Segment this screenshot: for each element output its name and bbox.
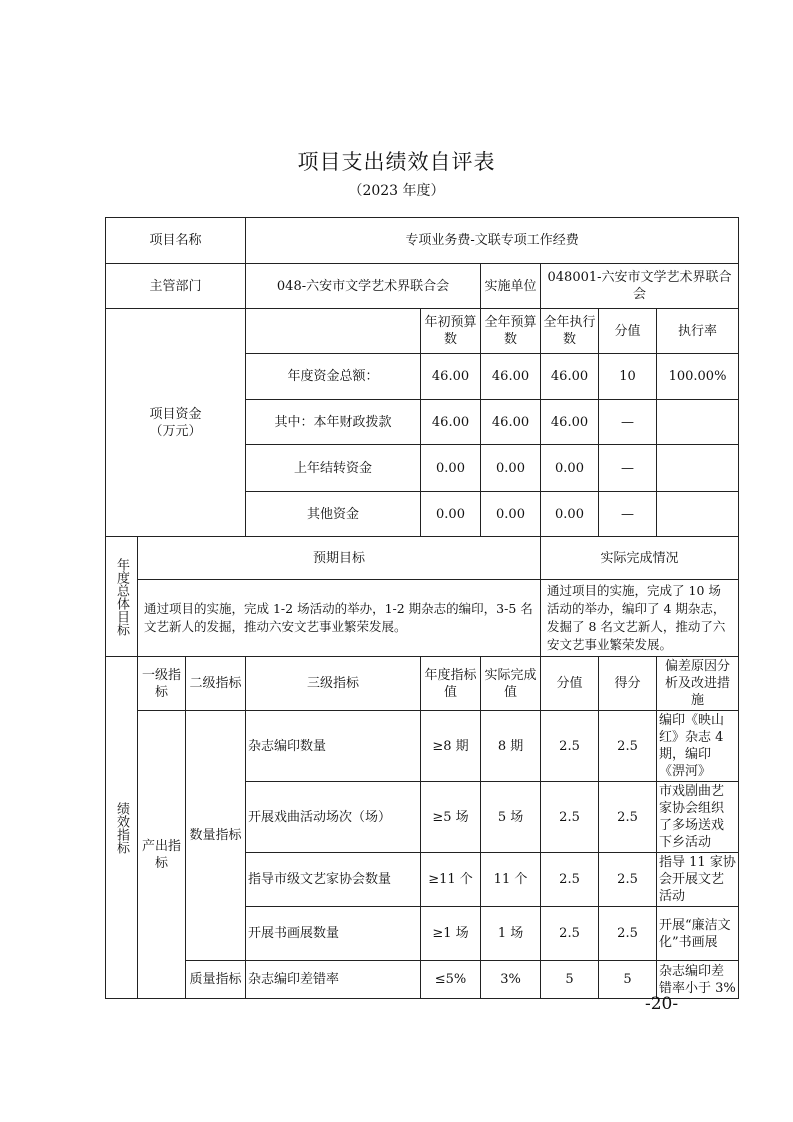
indicator-got: 5 (599, 961, 657, 999)
level2-quality: 质量指标 (186, 961, 246, 999)
funds-cell: 0.00 (541, 492, 599, 537)
indicator-note: 市戏剧曲艺家协会组织了多场送戏下乡活动 (657, 782, 739, 853)
header-score: 分值 (541, 657, 599, 711)
indicator-score: 2.5 (541, 711, 599, 782)
indicator-target: ≥8 期 (421, 711, 481, 782)
indicator-target: ≥1 场 (421, 907, 481, 961)
indicator-score: 2.5 (541, 782, 599, 853)
funds-header-executed: 全年执行数 (541, 309, 599, 354)
page-number: -20- (645, 994, 679, 1014)
funds-cell: 0.00 (481, 445, 541, 492)
indicator-score: 2.5 (541, 853, 599, 907)
indicator-actual: 5 场 (481, 782, 541, 853)
funds-header-annual: 全年预算数 (481, 309, 541, 354)
indicator-target: ≤5% (421, 961, 481, 999)
performance-indicators-label: 绩效指标 (106, 657, 138, 999)
funds-cell (657, 400, 739, 445)
funds-row-name: 年度资金总额： (246, 354, 421, 400)
indicator-actual: 1 场 (481, 907, 541, 961)
actual-result-label: 实际完成情况 (541, 537, 739, 580)
indicator-note: 杂志编印差错率小于 3% (657, 961, 739, 999)
funds-cell: — (599, 492, 657, 537)
funds-cell (657, 492, 739, 537)
funds-cell: 46.00 (421, 354, 481, 400)
indicator-actual: 8 期 (481, 711, 541, 782)
indicator-name: 杂志编印差错率 (246, 961, 421, 999)
funds-cell: 0.00 (421, 445, 481, 492)
indicator-name: 开展书画展数量 (246, 907, 421, 961)
indicator-score: 2.5 (541, 907, 599, 961)
funds-cell: 0.00 (421, 492, 481, 537)
funds-cell: 46.00 (541, 400, 599, 445)
implementing-unit-label: 实施单位 (481, 264, 541, 309)
funds-cell: 100.00% (657, 354, 739, 400)
funds-cell: 46.00 (421, 400, 481, 445)
funds-cell: 46.00 (481, 400, 541, 445)
project-name-label: 项目名称 (106, 218, 246, 264)
funds-cell: — (599, 445, 657, 492)
page-title: 项目支出绩效自评表 (297, 150, 496, 174)
funds-header-rate: 执行率 (657, 309, 739, 354)
expected-goal-text: 通过项目的实施，完成 1-2 场活动的举办，1-2 期杂志的编印，3-5 名文艺新人的发掘，推动六安文艺事业繁荣发展。 (138, 580, 541, 657)
expected-goal-label: 预期目标 (138, 537, 541, 580)
indicator-got: 2.5 (599, 853, 657, 907)
indicator-note: 编印《映山红》杂志 4 期，编印《淠河》 (657, 711, 739, 782)
funds-cell: 10 (599, 354, 657, 400)
indicator-target: ≥5 场 (421, 782, 481, 853)
header-got: 得分 (599, 657, 657, 711)
department-label: 主管部门 (106, 264, 246, 309)
project-name-value: 专项业务费-文联专项工作经费 (246, 218, 739, 264)
funds-cell (657, 445, 739, 492)
funds-header-initial: 年初预算数 (421, 309, 481, 354)
actual-result-text: 通过项目的实施，完成了 10 场活动的举办，编印了 4 期杂志，发掘了 8 名文艺新人，推动了六安文艺事业繁荣发展。 (541, 580, 739, 657)
indicator-name: 杂志编印数量 (246, 711, 421, 782)
annual-goal-label: 年度总体目标 (106, 537, 138, 657)
level1-output: 产出指标 (138, 711, 186, 999)
indicator-target: ≥11 个 (421, 853, 481, 907)
indicator-name: 开展戏曲活动场次（场） (246, 782, 421, 853)
self-evaluation-table (105, 217, 739, 999)
funds-cell: 46.00 (541, 354, 599, 400)
level2-quantity: 数量指标 (186, 711, 246, 961)
funds-label (106, 309, 246, 537)
indicator-note: 指导 11 家协会开展文艺活动 (657, 853, 739, 907)
indicator-name: 指导市级文艺家协会数量 (246, 853, 421, 907)
indicator-actual: 11 个 (481, 853, 541, 907)
funds-cell: 0.00 (481, 492, 541, 537)
funds-cell: 0.00 (541, 445, 599, 492)
header-level2: 二级指标 (186, 657, 246, 711)
funds-label-text: 项目资金 (149, 406, 202, 422)
funds-header-score-value: 分值 (599, 309, 657, 354)
indicator-got: 2.5 (599, 711, 657, 782)
department-value: 048-六安市文学艺术界联合会 (246, 264, 481, 309)
indicator-got: 2.5 (599, 907, 657, 961)
funds-cell: — (599, 400, 657, 445)
funds-row-name: 其中：本年财政拨款 (246, 400, 421, 445)
header-target: 年度指标值 (421, 657, 481, 711)
page-subtitle: （2023 年度） (348, 183, 445, 199)
indicator-got: 2.5 (599, 782, 657, 853)
indicator-actual: 3% (481, 961, 541, 999)
funds-row-name: 其他资金 (246, 492, 421, 537)
implementing-unit-value: 048001-六安市文学艺术界联合会 (541, 264, 739, 309)
header-actual: 实际完成值 (481, 657, 541, 711)
header-level1: 一级指标 (138, 657, 186, 711)
header-level3: 三级指标 (246, 657, 421, 711)
funds-cell: 46.00 (481, 354, 541, 400)
indicator-score: 5 (541, 961, 599, 999)
header-deviation: 偏差原因分析及改进措施 (657, 657, 739, 711)
funds-row-name: 上年结转资金 (246, 445, 421, 492)
indicator-note: 开展“廉洁文化”书画展 (657, 907, 739, 961)
funds-unit-text: （万元） (149, 423, 202, 439)
funds-header-blank (246, 309, 421, 354)
